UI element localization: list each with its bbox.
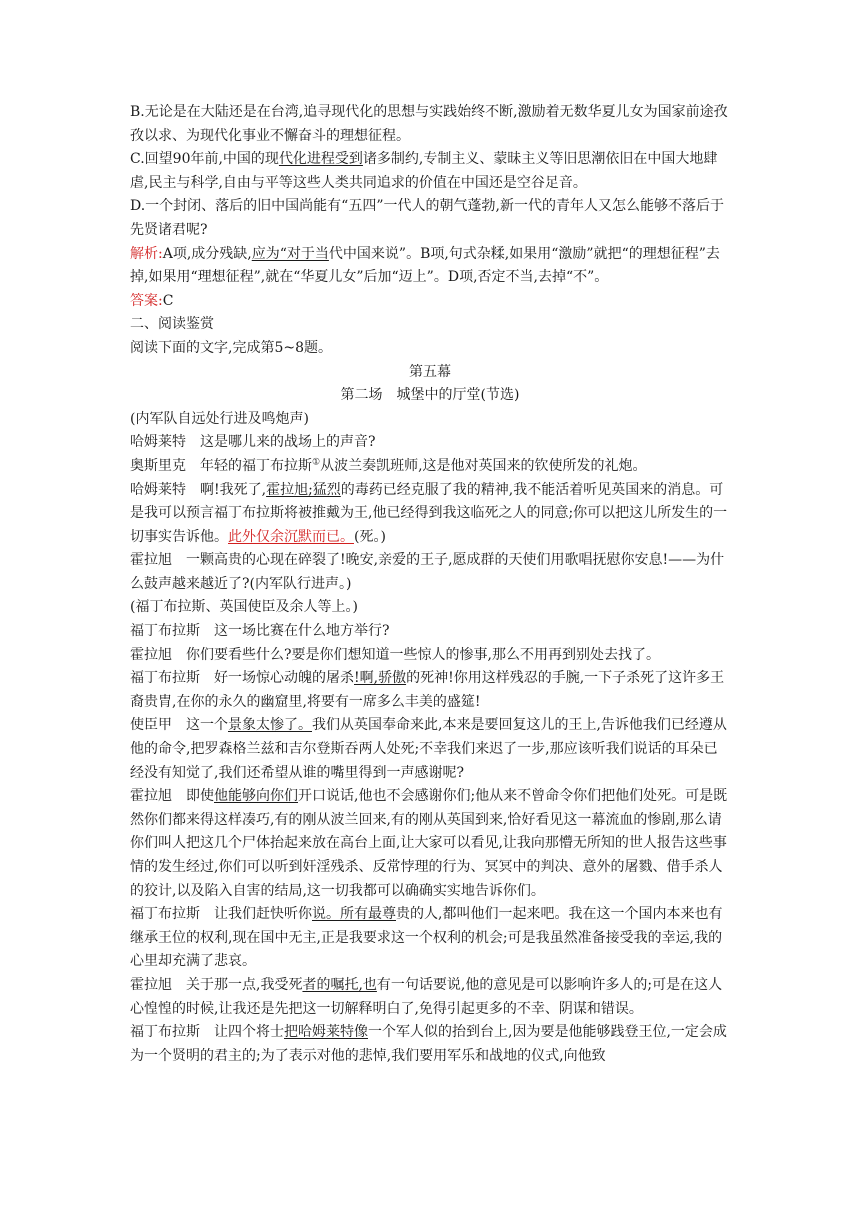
dialogue-line (130, 785, 730, 903)
underlined-text: 他能够向你们 (214, 788, 298, 805)
line-text-rest: 的毒药已经克服了我的精神,我不能活着听见英国来的消息。可是我可以预言福丁布拉斯将被推戴为王,他已经得到我这临死之人的同意;你可以把这儿所发生的一切事实告诉他。 (130, 481, 728, 545)
line-text: 这一场比赛在什么地方举行? (214, 623, 390, 640)
document-page (130, 101, 730, 1068)
line-text-rest: 我们从英国奉命来此,本来是要回复这儿的王上,告诉他我们已经遵从他的命令,把罗森格兰兹和吉尔登斯吞两人处死;不幸我们来迟了一步,那应该听我们说话的耳朵已经没有知觉了,我们还希望从谁的嘴里得到一声感谢呢? (130, 717, 727, 781)
dialogue-line (130, 1021, 730, 1068)
analysis-label: 解析: (130, 245, 163, 262)
option-c-underlined: 代化进程受到 (278, 151, 363, 168)
speaker-name: 哈姆莱特 (130, 481, 186, 498)
underlined-text: 说。所有最尊 (312, 906, 396, 923)
line-text: 让四个将士 (214, 1024, 284, 1041)
option-c-text-rest: 诸多制约,专制主义、蒙昧主义等旧思潮依旧在中国大地肆虐,民主与科学,自由与平等这些人类共同追求的价值在中国还是空谷足音。 (130, 151, 718, 191)
speaker-name: 哈姆莱特 (130, 434, 186, 451)
option-b: B.无论是在大陆还是在台湾,追寻现代化的思想与实践始终不断,激励着无数华夏儿女为国家前途孜孜以求、为现代化事业不懈奋斗的理想征程。 (130, 104, 728, 144)
dialogue-line (130, 431, 730, 455)
speaker-name: 霍拉旭 (130, 788, 172, 805)
speaker-name: 霍拉旭 (130, 646, 172, 663)
line-text: 你们要看些什么?要是你们想知道一些惊人的惨事,那么不用再到别处去找了。 (186, 646, 660, 663)
speaker-name: 福丁布拉斯 (130, 670, 200, 687)
stage-direction: (福丁布拉斯、英国使臣及余人等上。) (130, 599, 358, 616)
act-title: 第五幕 (409, 363, 451, 380)
dialogue-line (130, 903, 730, 974)
line-text: 啊!我死了, (200, 481, 267, 498)
dialogue-line (130, 620, 730, 644)
answer-value: C (162, 292, 174, 309)
line-text-rest: 一个军人似的抬到台上,因为要是他能够践登王位,一定会成为一个贤明的君主的;为了表示对他的悲悼,我们要用军乐和战地的仪式,向他致 (130, 1024, 727, 1064)
underlined-text: 霍拉旭;猛烈 (266, 481, 341, 498)
footnote-marker: ① (312, 457, 321, 468)
line-text: 好一场惊心动魄的屠杀 (214, 670, 354, 687)
dialogue-line (130, 974, 730, 1021)
stage-note: (死。) (354, 528, 386, 545)
speaker-name: 福丁布拉斯 (130, 1024, 200, 1041)
analysis-underlined: 应为“对于当 (251, 245, 329, 262)
line-text: 即使 (186, 788, 214, 805)
speaker-name: 奥斯里克 (130, 457, 186, 474)
dialogue-line (130, 644, 730, 668)
stage-direction: (内军队自远处行进及鸣炮声) (130, 410, 309, 427)
section-heading: 二、阅读鉴赏 (130, 316, 214, 333)
scene-title: 第二场 城堡中的厅堂(节选) (340, 387, 520, 404)
line-text: 年轻的福丁布拉斯 (200, 457, 312, 474)
highlighted-text: 此外仅余沉默而已。 (228, 528, 354, 545)
dialogue-line (130, 667, 730, 714)
dialogue-line (130, 455, 730, 479)
line-text-rest: 开口说话,他也不会感谢你们;他从来不曾命令你们把他们处死。可是既然你们都来得这样凑巧,有的刚从波兰回来,有的刚从英国到来,恰好看见这一幕流血的惨剧,那么请你们叫人把这几个尸体抬起来放在高台上面,让大家可以看见,让我向那懵无所知的世人报告这些事情的发生经过,你们可以听到奸淫残杀、反常悖理的行为、冥冥中的判决、意外的屠戮、借手杀人的狡计,以及陷入自害的结局,这一切我都可以确确实实地告诉你们。 (130, 788, 728, 899)
speaker-name: 霍拉旭 (130, 552, 172, 569)
line-text: 关于那一点,我受死 (186, 976, 303, 993)
analysis (130, 243, 730, 290)
speaker-name: 福丁布拉斯 (130, 906, 200, 923)
option-c (130, 148, 730, 195)
speaker-name: 福丁布拉斯 (130, 623, 200, 640)
underlined-text: 把哈姆莱特像 (284, 1024, 368, 1041)
line-text: 一颗高贵的心现在碎裂了!晚安,亲爱的王子,愿成群的天使们用歌唱抚慰你安息!——为什么鼓声越来越近了?(内军队行进声。) (130, 552, 725, 592)
line-text-rest: 有一句话要说,他的意见是可以影响许多人的;可是在这人心惶惶的时候,让我还是先把这一切解释明白了,免得引起更多的不幸、阴谋和错误。 (130, 976, 723, 1017)
line-text-rest: 从波兰奏凯班师,这是他对英国来的钦使所发的礼炮。 (320, 457, 647, 474)
analysis-text: A项,成分残缺, (162, 245, 252, 262)
underlined-text: 景象太惨了。 (228, 717, 312, 734)
answer (130, 290, 730, 314)
analysis-text-rest: 代中国来说”。B项,句式杂糅,如果用“激励”就把“的理想征程”去掉,如果用“理想征程”,就在“华夏儿女”后加“迈上”。D项,否定不当,去掉“不”。 (130, 245, 720, 286)
option-c-text: C.回望90年前,中国的现 (130, 151, 279, 168)
dialogue-line (130, 714, 730, 785)
option-d: D.一个封闭、落后的旧中国尚能有“五四”一代人的朝气蓬勃,新一代的青年人又怎么能够不落后于先贤诸君呢? (130, 198, 724, 238)
dialogue-line (130, 549, 730, 596)
dialogue-line (130, 479, 730, 550)
line-text-rest: 的死神!你用这样残忍的手腕,一下子杀死了这许多王裔贵胄,在你的永久的幽窟里,将要有一席多么丰美的盛筵! (130, 670, 725, 710)
line-text: 让我们赶快听你 (214, 906, 312, 923)
section-instruction: 阅读下面的文字,完成第5~8题。 (130, 339, 332, 356)
underlined-text: !啊,骄傲 (354, 670, 407, 687)
line-text-rest: 贵的人,都叫他们一起来吧。我在这一个国内本来也有继承王位的权利,现在国中无主,正是我要求这一个权利的机会;可是我虽然准备接受我的幸运,我的心里却充满了悲哀。 (130, 906, 723, 970)
line-text: 这一个 (186, 717, 228, 734)
speaker-name: 使臣甲 (130, 717, 172, 734)
underlined-text: 者的嘱托,也 (302, 976, 377, 993)
speaker-name: 霍拉旭 (130, 976, 172, 993)
answer-label: 答案: (130, 292, 163, 309)
line-text: 这是哪儿来的战场上的声音? (200, 434, 376, 451)
